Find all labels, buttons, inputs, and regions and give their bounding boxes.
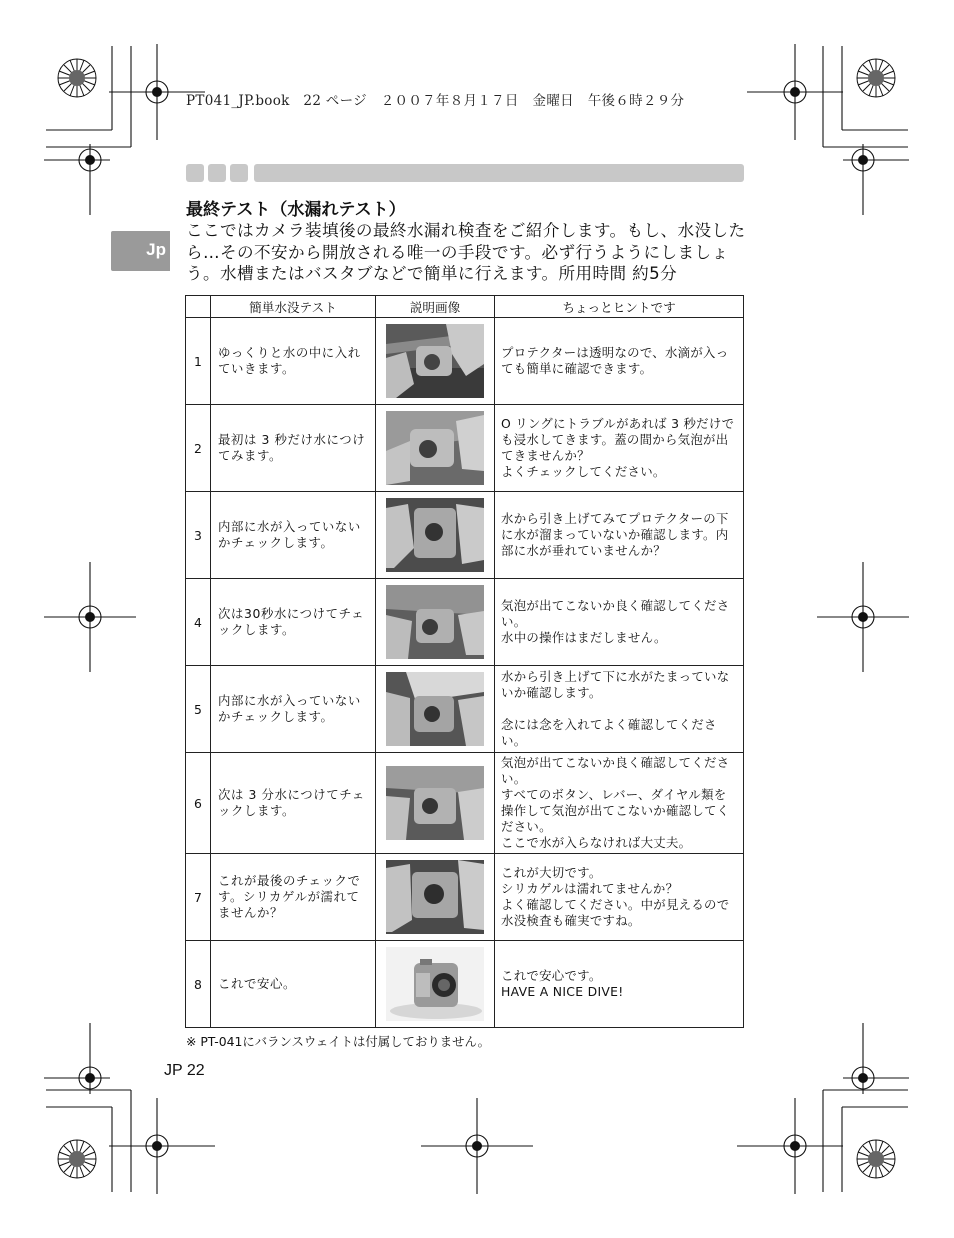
table-row	[186, 854, 744, 941]
step-number: 6	[186, 753, 211, 854]
camera-housing-photo	[386, 324, 484, 398]
step-photo	[376, 666, 495, 753]
step-action: 内部に水が入っていないかチェックします。	[211, 666, 376, 753]
step-number: 4	[186, 579, 211, 666]
step-action: これが最後のチェックです。シリカゲルが濡れてませんか？	[211, 854, 376, 941]
step-hint: 水から引き上げて下に水がたまっていないか確認します。 念には念を入れてよく確認してください。	[495, 666, 744, 753]
water-test-table	[185, 295, 744, 1028]
table-row	[186, 492, 744, 579]
camera-housing-photo	[386, 947, 484, 1021]
header-image: 説明画像	[376, 296, 495, 318]
step-photo	[376, 492, 495, 579]
header-hint: ちょっとヒントです	[495, 296, 744, 318]
section-title: 最終テスト（水漏れテスト）	[186, 200, 406, 220]
intro-paragraph: ここではカメラ装填後の最終水漏れ検査をご紹介します。もし、水没したら…その不安から開放される唯一の手段です。必ず行うようにしましょう。水槽またはバスタブなどで簡単に行えます。所用時間 約5分	[186, 221, 746, 283]
step-number: 3	[186, 492, 211, 579]
footnote: ※ PT-041にバランスウェイトは付属しておりません。	[186, 1034, 491, 1049]
page-number: JP 22	[164, 1062, 205, 1079]
step-hint: これが大切です。 シリカゲルは濡れてませんか？ よく確認してください。中が見えるので水没検査も確実ですね。	[495, 854, 744, 941]
step-number: 2	[186, 405, 211, 492]
decoration-bar	[254, 164, 744, 182]
step-photo	[376, 941, 495, 1028]
step-hint: 気泡が出てこないか良く確認してください。 すべてのボタン、レバー、ダイヤル類を操作して気泡が出てこないか確認してください。 ここで水が入らなければ大丈夫。	[495, 753, 744, 854]
camera-housing-photo	[386, 672, 484, 746]
step-photo	[376, 753, 495, 854]
decoration-square	[186, 164, 204, 182]
table-header-row	[186, 296, 744, 318]
step-action: 内部に水が入っていないかチェックします。	[211, 492, 376, 579]
step-hint: これで安心です。 HAVE A NICE DIVE!	[495, 941, 744, 1028]
step-action: 次は30秒水につけてチェックします。	[211, 579, 376, 666]
step-photo	[376, 579, 495, 666]
table-row	[186, 666, 744, 753]
step-photo	[376, 318, 495, 405]
table-row	[186, 579, 744, 666]
step-number: 7	[186, 854, 211, 941]
decoration-square	[208, 164, 226, 182]
camera-housing-photo	[386, 411, 484, 485]
decoration-square	[230, 164, 248, 182]
step-hint: 気泡が出てこないか良く確認してください。 水中の操作はまだしません。	[495, 579, 744, 666]
camera-housing-photo	[386, 498, 484, 572]
step-action: これで安心。	[211, 941, 376, 1028]
language-tab-label: Jp	[146, 240, 166, 259]
step-hint: 水から引き上げてみてプロテクターの下に水が溜まっていないか確認します。内部に水が垂れていませんか？	[495, 492, 744, 579]
step-action: ゆっくりと水の中に入れていきます。	[211, 318, 376, 405]
step-photo	[376, 854, 495, 941]
table-row	[186, 753, 744, 854]
step-hint: O リングにトラブルがあれば 3 秒だけでも浸水してきます。蓋の間から気泡が出てきませんか？ よくチェックしてください。	[495, 405, 744, 492]
step-number: 1	[186, 318, 211, 405]
language-tab	[111, 231, 170, 271]
table-row	[186, 941, 744, 1028]
print-header: PT041_JP.book 22 ページ ２００７年８月１７日 金曜日 午後６時２９分	[186, 93, 685, 109]
step-hint: プロテクターは透明なので、水滴が入っても簡単に確認できます。	[495, 318, 744, 405]
camera-housing-photo	[386, 860, 484, 934]
section-decoration-bar	[186, 164, 744, 182]
table-row	[186, 405, 744, 492]
camera-housing-photo	[386, 585, 484, 659]
table-row	[186, 318, 744, 405]
step-action: 次は 3 分水につけてチェックします。	[211, 753, 376, 854]
step-action: 最初は 3 秒だけ水につけてみます。	[211, 405, 376, 492]
step-photo	[376, 405, 495, 492]
header-number	[186, 296, 211, 318]
camera-housing-photo	[386, 766, 484, 840]
step-number: 8	[186, 941, 211, 1028]
header-test: 簡単水没テスト	[211, 296, 376, 318]
step-number: 5	[186, 666, 211, 753]
